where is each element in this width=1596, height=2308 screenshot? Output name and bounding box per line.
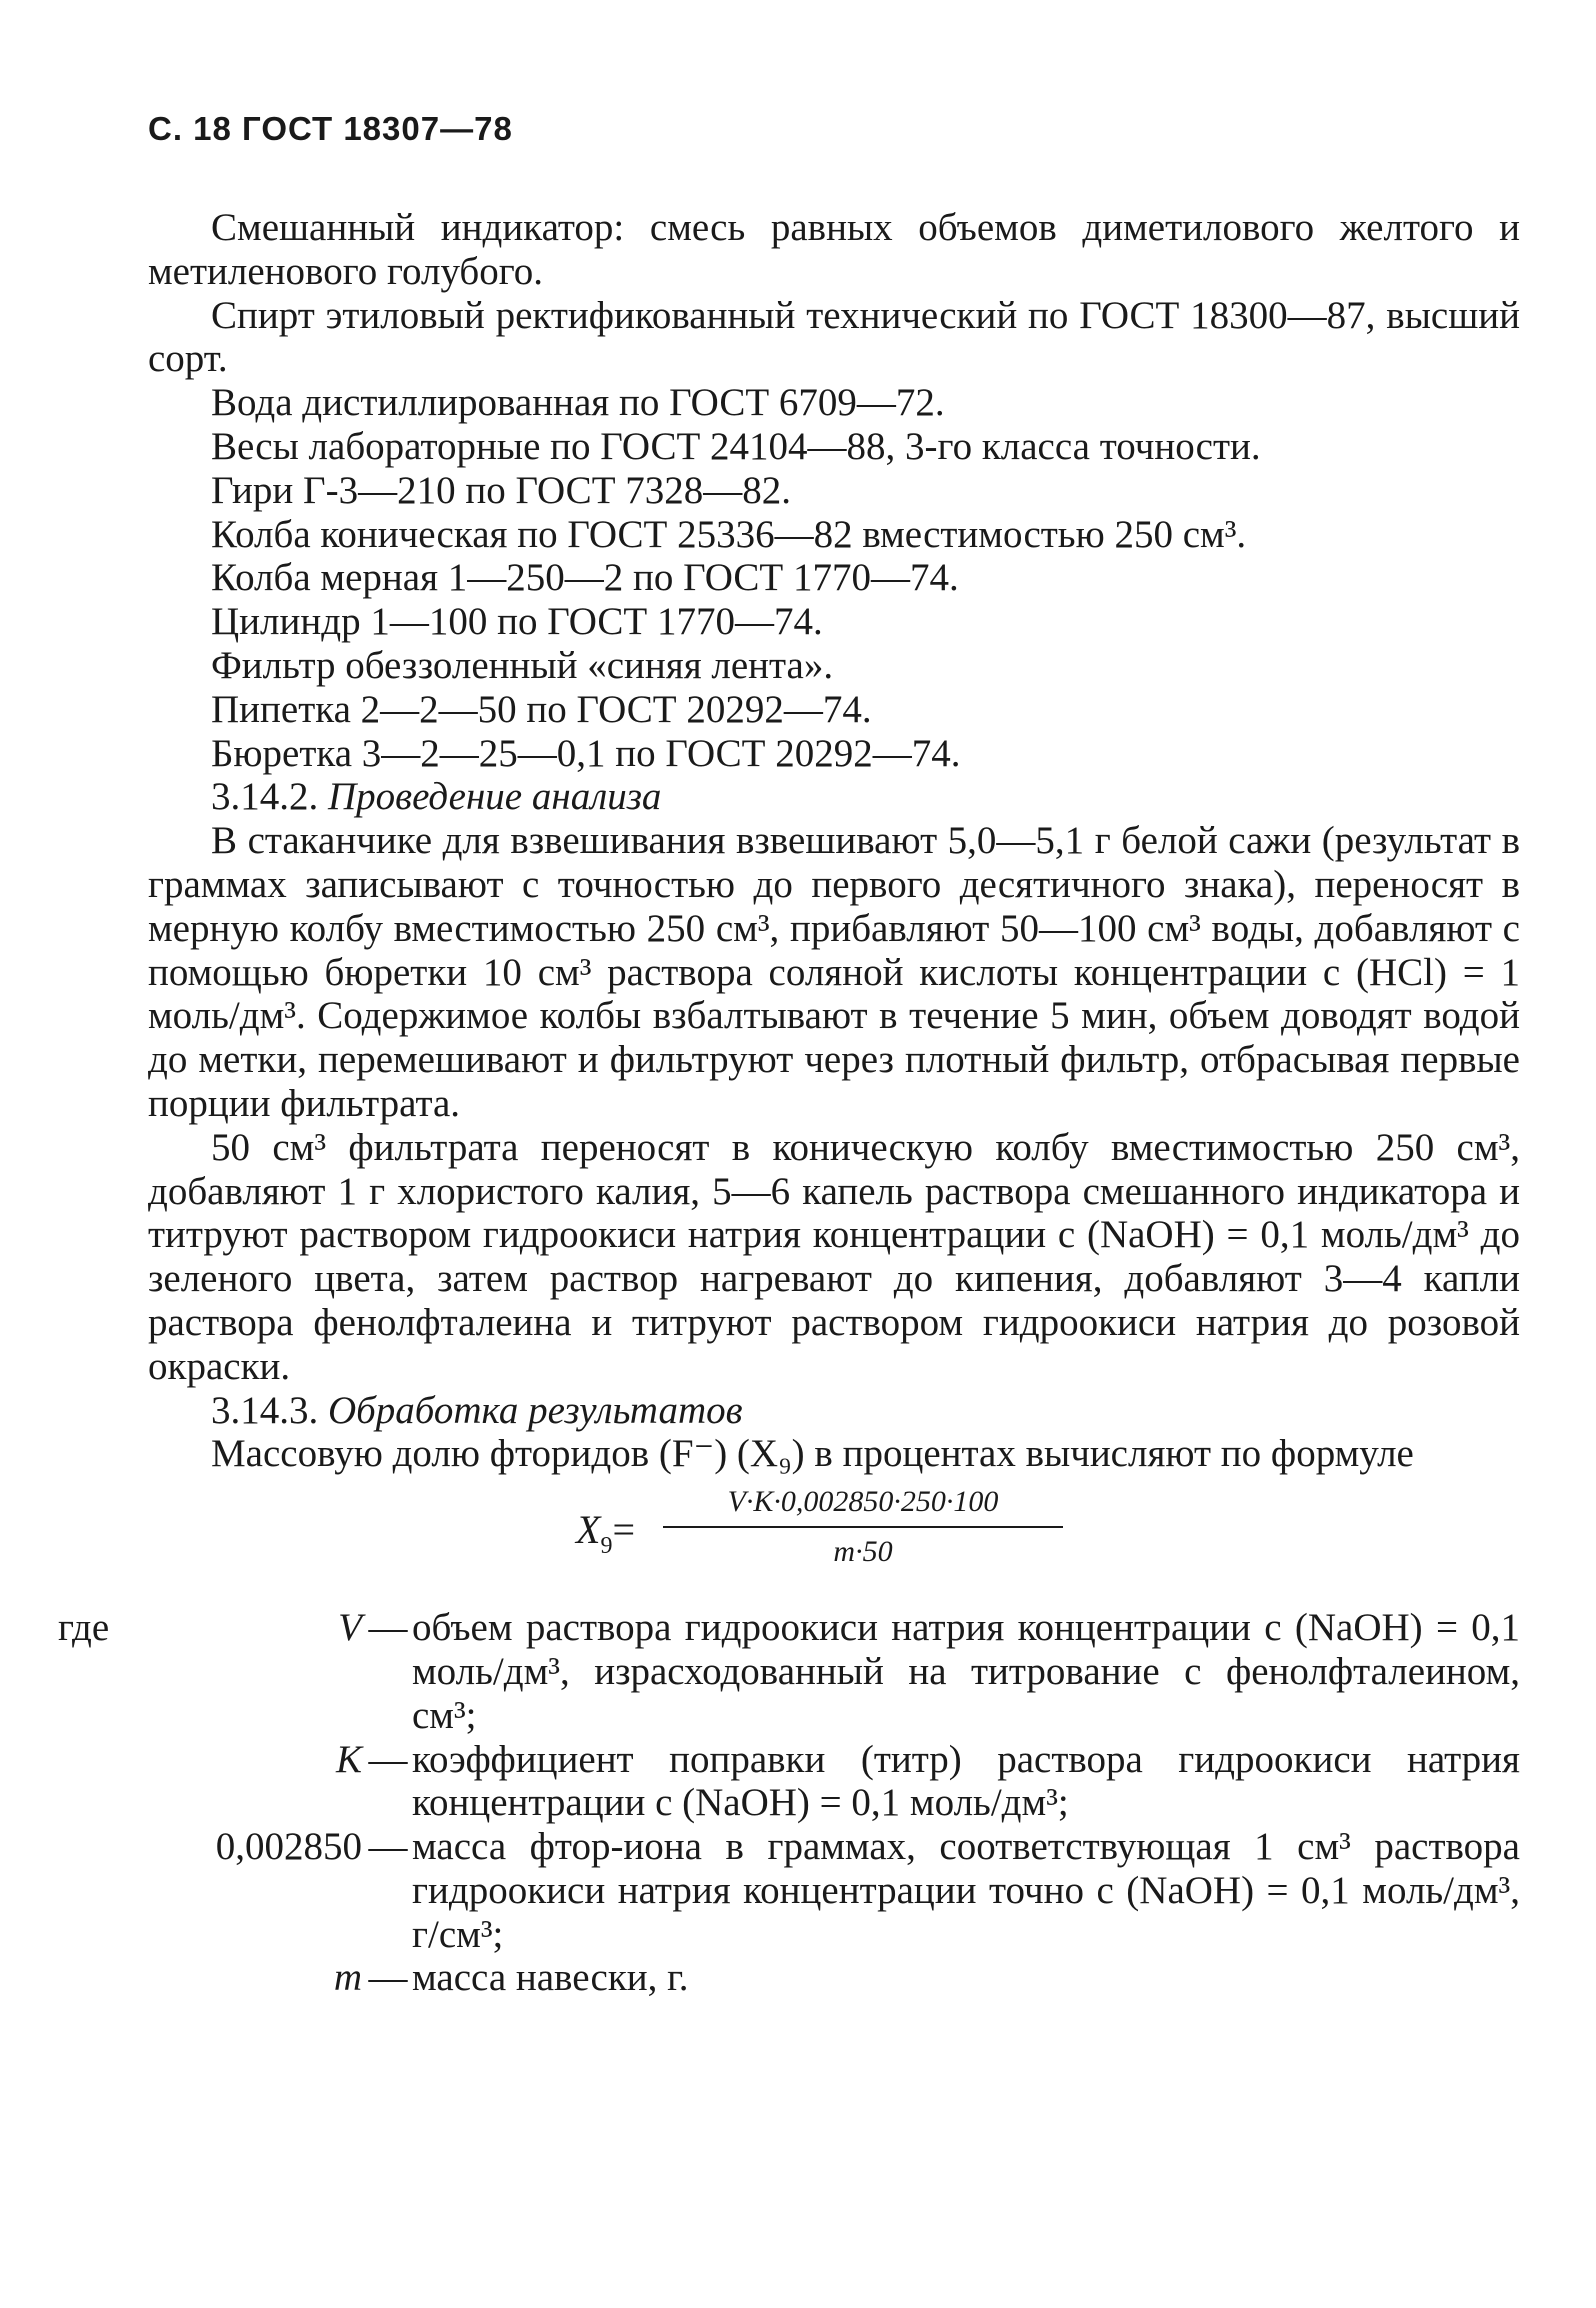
definition-text: объем раствора гидроокиси натрия концентрации с (NaOH) = 0,1 моль/дм³, израсходованный на титрование с фенолфталеином, см³;	[412, 1606, 1520, 1737]
variable-definitions	[58, 1606, 1520, 2000]
definition-dash: —	[368, 1825, 408, 1869]
reagent-line: Гири Г-3—210 по ГОСТ 7328—82.	[211, 468, 792, 512]
definition-symbol: K	[335, 1737, 362, 1781]
definition-symbol: V	[338, 1606, 362, 1650]
definition-dash: —	[368, 1606, 408, 1650]
section-heading-3-14-2	[148, 775, 1520, 819]
reagent-line: Смешанный индикатор: смесь равных объемов диметилового желтого и метиленового голубого.	[148, 206, 1520, 293]
formula-numerator: V·K·0,002850·250·100	[663, 1480, 1063, 1528]
definition-row	[58, 1606, 1520, 1737]
section-heading-3-14-3	[148, 1389, 1520, 1433]
formula-intro: Массовую долю фторидов (F⁻) (X₉) в процентах вычисляют по формуле	[211, 1432, 1414, 1476]
analysis-paragraph-1: В стаканчике для взвешивания взвешивают 5,0—5,1 г белой сажи (результат в граммах записывают с точностью до первого десятичного знака), переносят в мерную колбу вместимостью 250 см³, прибавляют 50—100 см³ воды, добавляют с помощью бюретки 10 см³ раствора соляной кислоты концентрации с (HCl) = 1 моль/дм³. Содержимое колбы взбалтывают в течение 5 мин, объем доводят водой до метки, перемешивают и фильтруют через плотный фильтр, отбрасывая первые порции фильтрата.	[148, 819, 1520, 1125]
reagent-line: Фильтр обеззоленный «синяя лента».	[211, 643, 834, 687]
section-number: 3.14.3.	[211, 1388, 319, 1432]
definition-row	[148, 1825, 1520, 1956]
reagent-line: Вода дистиллированная по ГОСТ 6709—72.	[211, 381, 945, 425]
formula-denominator: m·50	[833, 1534, 893, 1568]
document-body	[58, 206, 1520, 2000]
page-header: С. 18 ГОСТ 18307—78	[148, 110, 513, 147]
reagent-line: Весы лабораторные по ГОСТ 24104—88, 3-го класса точности.	[211, 424, 1261, 468]
reagent-line: Колба коническая по ГОСТ 25336—82 вместимостью 250 см³.	[211, 512, 1247, 556]
definition-symbol: m	[333, 1956, 362, 2000]
definition-row	[148, 1956, 1520, 2000]
definition-symbol: 0,002850	[215, 1825, 362, 1869]
document-page	[58, 110, 1520, 2000]
formula	[148, 1478, 1520, 1596]
reagent-line: Колба мерная 1—250—2 по ГОСТ 1770—74.	[211, 556, 959, 600]
section-title: Проведение анализа	[328, 775, 662, 819]
where-lead: где	[58, 1606, 110, 1650]
formula-lhs: $X_9=$	[576, 1507, 635, 1560]
reagent-line: Спирт этиловый ректификованный технический по ГОСТ 18300—87, высший сорт.	[148, 293, 1520, 381]
definition-text: масса навески, г.	[412, 1956, 689, 2000]
formula-fraction	[663, 1480, 1063, 1574]
definition-dash: —	[368, 1956, 408, 2000]
reagent-line: Пипетка 2—2—50 по ГОСТ 20292—74.	[211, 687, 872, 731]
definition-row	[148, 1738, 1520, 1826]
definition-dash: —	[368, 1737, 408, 1781]
definition-text: коэффициент поправки (титр) раствора гидроокиси натрия концентрации с (NaOH) = 0,1 моль/дм³;	[412, 1737, 1520, 1825]
analysis-paragraph-2: 50 см³ фильтрата переносят в коническую колбу вместимостью 250 см³, добавляют 1 г хлористого калия, 5—6 капель раствора смешанного индикатора и титруют раствором гидроокиси натрия концентрации с (NaOH) = 0,1 моль/дм³ до зеленого цвета, затем раствор нагревают до кипения, добавляют 3—4 капли раствора фенолфталеина и титруют раствором гидроокиси натрия до розовой окраски.	[148, 1125, 1520, 1388]
section-number: 3.14.2.	[211, 775, 319, 819]
section-title: Обработка результатов	[328, 1388, 743, 1432]
definition-text: масса фтор-иона в граммах, соответствующая 1 см³ раствора гидроокиси натрия концентрации точно с (NaOH) = 0,1 моль/дм³, г/см³;	[412, 1825, 1520, 1956]
reagent-line: Бюретка 3—2—25—0,1 по ГОСТ 20292—74.	[211, 731, 961, 775]
reagent-line: Цилиндр 1—100 по ГОСТ 1770—74.	[211, 600, 823, 644]
